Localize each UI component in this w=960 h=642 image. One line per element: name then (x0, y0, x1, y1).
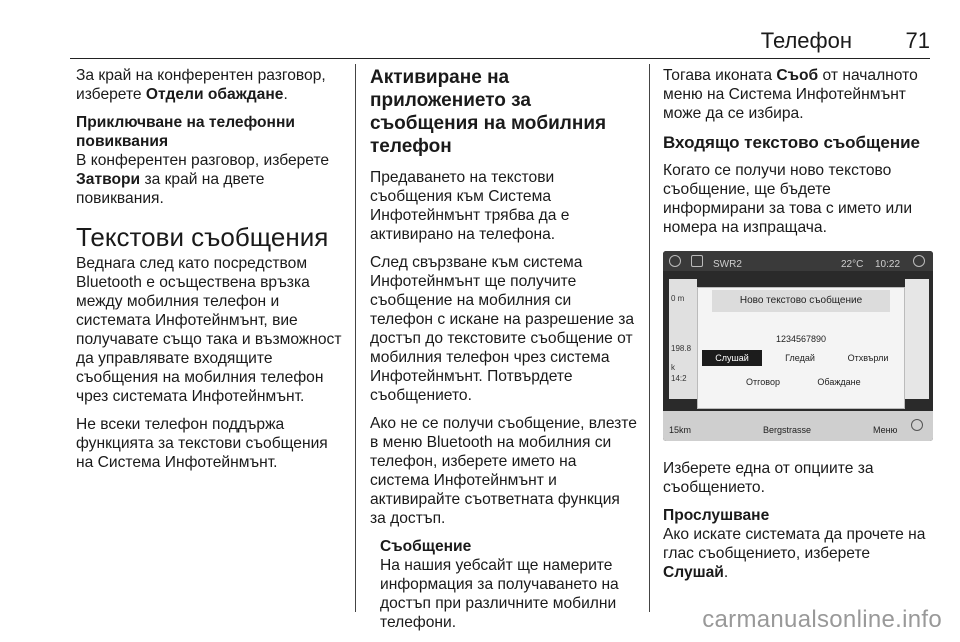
view-button[interactable]: Гледай (785, 353, 815, 363)
note-title: Съобщение (380, 538, 472, 555)
screen-right-panel (905, 279, 929, 399)
distance-readout: 15km (669, 425, 692, 435)
paragraph: Не всеки телефон поддържа функцията за текстови съобщения на Система Инфотейнмънт. (76, 416, 328, 471)
screen-status-bar (663, 251, 933, 271)
menu-button[interactable]: Меню (873, 425, 898, 435)
column-3 (663, 66, 933, 591)
section-heading-text-messages: Текстови съобщения (76, 222, 329, 252)
paragraph: Когато се получи ново текстово съобщение, ще бъдете информирани за това с името или номера на изпращача. (663, 162, 913, 236)
paragraph: След свързване към система Инфотейнмънт ще получите съобщение на мобилния си телефон с искане на разрешение за достъп до текстовите съобщение от мобилния телефон чрез система Инфотейнмънт. Потвърдете съобщението. (370, 254, 635, 404)
refresh-icon (669, 255, 681, 267)
menu-option-hang-up: Затвори (76, 171, 141, 188)
listen-button[interactable]: Слушай (702, 350, 762, 366)
paragraph (76, 66, 344, 104)
paragraph: Ако не се получи съобщение, влезте в меню Bluetooth на мобилния си телефон, изберете името на система Инфотейнмънт и активирайте съответната функция за достъп. (370, 415, 637, 527)
text: . (723, 564, 729, 581)
paragraph: Изберете една от опциите за съобщението. (663, 460, 874, 496)
phone-icon (691, 255, 703, 267)
section-heading-incoming-message: Входящо текстово съобщение (663, 133, 921, 152)
clock: 10:22 (875, 259, 901, 270)
subheading-listen: Прослушване (663, 507, 770, 524)
page-title: Телефон (760, 28, 852, 53)
left-readout: 198.8 k (671, 344, 692, 372)
infotainment-screen-figure (663, 251, 933, 441)
left-readout: 14:2 (671, 374, 687, 383)
column-1 (76, 66, 344, 481)
temperature: 22°C (841, 259, 864, 270)
text: Ако искате системата да прочете на глас съобщението, изберете (663, 526, 926, 562)
column-2 (370, 66, 638, 641)
dialog-title: Ново текстово съобщение (712, 290, 890, 312)
paragraph (76, 151, 344, 208)
note-body: На нашия уебсайт ще намерите информация за получаването на достъп при различните мобилни телефони. (380, 557, 619, 631)
paragraph (663, 66, 933, 123)
screen-left-panel (669, 279, 697, 399)
page-number: 71 (905, 28, 930, 53)
menu-option-split-call: Отдели обаждане (145, 86, 284, 103)
sender-number: 1234567890 (775, 334, 827, 344)
street-name: Bergstrasse (763, 425, 812, 435)
paragraph (663, 525, 933, 582)
page-header (70, 24, 930, 54)
reply-button[interactable]: Отговор (746, 377, 780, 387)
column-divider (355, 64, 356, 612)
left-readout: 0 m (671, 294, 685, 303)
column-divider (649, 64, 650, 612)
settings-icon (913, 255, 925, 267)
header-rule (70, 58, 930, 59)
call-button[interactable]: Обаждане (817, 377, 861, 387)
reject-button[interactable]: Отхвърли (847, 353, 889, 363)
watermark: carmanualsonline.info (702, 606, 942, 633)
icon-name-messages: Съоб (776, 67, 819, 84)
new-message-dialog (697, 287, 905, 409)
text: от началното меню на Система Инфотейнмънт може да се избира. (663, 67, 918, 122)
text: За край на конферентен разговор, изберете (76, 67, 326, 103)
paragraph: Веднага след като посредством Bluetooth е осъществена връзка между мобилния телефон и системата Инфотейнмънт, вие получавате също така и възможност да управлявате входящите съобщения на мобилния телефон чрез системата Инфотейнмънт. (76, 255, 342, 405)
text: за край на двете повиквания. (76, 171, 265, 207)
station-name: SWR2 (713, 259, 742, 270)
text: . (283, 86, 288, 103)
subheading-end-calls: Приключване на телефонни повиквания (76, 114, 295, 150)
section-heading-activate-messages: Активиране на приложението за съобщения на мобилния телефон (370, 67, 607, 157)
screen-bottom-bar (663, 411, 933, 441)
text: Тогава иконата (663, 67, 777, 84)
nav-icon (911, 419, 923, 431)
paragraph: Предаването на текстови съобщения към Система Инфотейнмънт трябва да е активирано на телефона. (370, 169, 570, 243)
text: В конферентен разговор, изберете (76, 152, 330, 169)
note-box (380, 537, 638, 632)
menu-option-listen: Слушай (663, 564, 724, 581)
